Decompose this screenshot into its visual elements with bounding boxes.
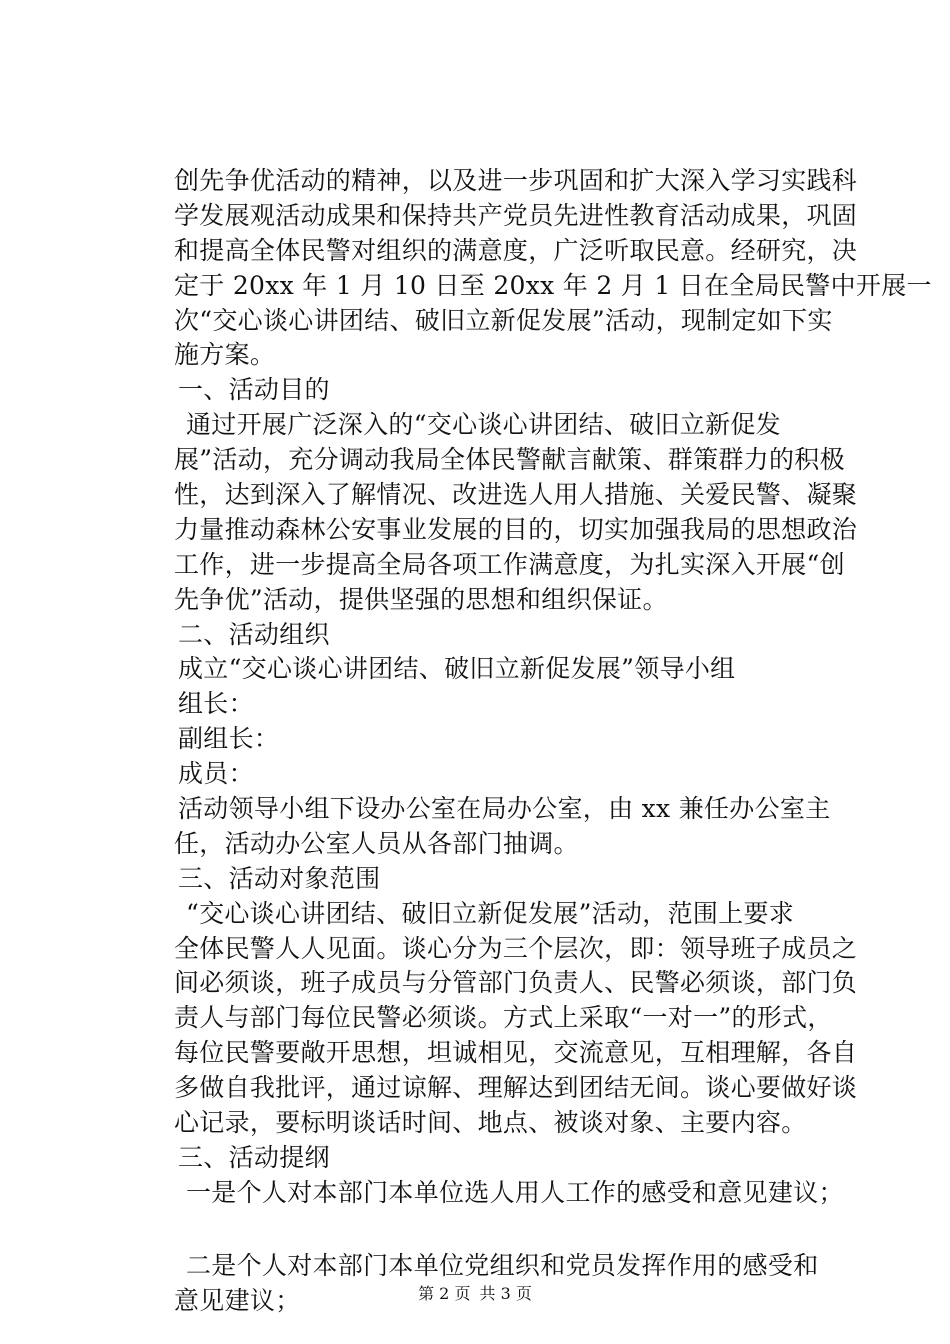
paragraph-line: 通过开展广泛深入的“交心谈心讲团结、破旧立新促发: [186, 410, 781, 440]
paragraph-line: 定于 20xx 年 1 月 10 日至 20xx 年 2 月 1 日在全局民警中开展一: [174, 270, 932, 300]
paragraph-line: 成立“交心谈心讲团结、破旧立新促发展”领导小组: [178, 654, 736, 684]
paragraph-line: 责人与部门每位民警必须谈。方式上采取“一对一”的形式，: [174, 1003, 833, 1033]
paragraph-line: 任，活动办公室人员从各部门抽调。: [174, 828, 579, 858]
paragraph-line: 心记录，要标明谈话时间、地点、被谈对象、主要内容。: [174, 1108, 807, 1138]
paragraph-line: 创先争优活动的精神，以及进一步巩固和扩大深入学习实践科: [174, 166, 858, 195]
field-label: 副组长：: [178, 724, 280, 754]
field-label: 成员：: [178, 759, 254, 789]
field-label: 组长：: [178, 689, 254, 719]
paragraph-line: 学发展观活动成果和保持共产党员先进性教育活动成果，巩固: [174, 200, 858, 230]
paragraph-line: 和提高全体民警对组织的满意度，广泛听取民意。经研究，决: [174, 235, 858, 265]
paragraph-gap: [174, 1211, 834, 1249]
section-heading: 一、活动目的: [178, 375, 330, 405]
paragraph-line: 全体民警人人见面。谈心分为三个层次，即：领导班子成员之: [174, 933, 858, 963]
paragraph-line: 施方案。: [174, 340, 276, 370]
paragraph-line: 性，达到深入了解情况、改进选人用人措施、关爱民警、凝聚: [174, 480, 858, 510]
document-body: [174, 164, 932, 1319]
paragraph-line: 展”活动，充分调动我局全体民警献言献策、群策群力的积极: [174, 445, 845, 475]
section-heading: 三、活动对象范围: [178, 863, 381, 893]
paragraph-line: 二是个人对本部门本单位党组织和党员发挥作用的感受和: [186, 1250, 819, 1280]
paragraph-line: 意见建议；: [174, 1285, 301, 1315]
paragraph-line: 先争优”活动，提供坚强的思想和组织保证。: [174, 584, 668, 614]
paragraph-line: 工作，进一步提高全局各项工作满意度，为扎实深入开展“创: [174, 549, 845, 579]
page-footer: [0, 1284, 950, 1304]
paragraph-line: “交心谈心讲团结、破旧立新促发展”活动，范围上要求: [186, 898, 795, 928]
page-total: 共 3 页: [479, 1284, 532, 1303]
paragraph-line: 多做自我批评，通过谅解、理解达到团结无间。谈心要做好谈: [174, 1073, 858, 1103]
section-heading: 二、活动组织: [178, 619, 330, 649]
paragraph-line: 活动领导小组下设办公室在局办公室，由 xx 兼任办公室主: [178, 794, 831, 824]
paragraph-line: 一是个人对本部门本单位选人用人工作的感受和意见建议；: [186, 1177, 844, 1207]
paragraph-line: 间必须谈，班子成员与分管部门负责人、民警必须谈，部门负: [174, 968, 858, 998]
paragraph-line: 次“交心谈心讲团结、破旧立新促发展”活动，现制定如下实: [174, 305, 833, 335]
section-heading: 三、活动提纲: [178, 1142, 330, 1172]
paragraph-line: 力量推动森林公安事业发展的目的，切实加强我局的思想政治: [174, 514, 858, 544]
page-number: 第 2 页: [418, 1284, 471, 1303]
paragraph-line: 每位民警要敞开思想，坦诚相见，交流意见，互相理解，各自: [174, 1038, 858, 1068]
